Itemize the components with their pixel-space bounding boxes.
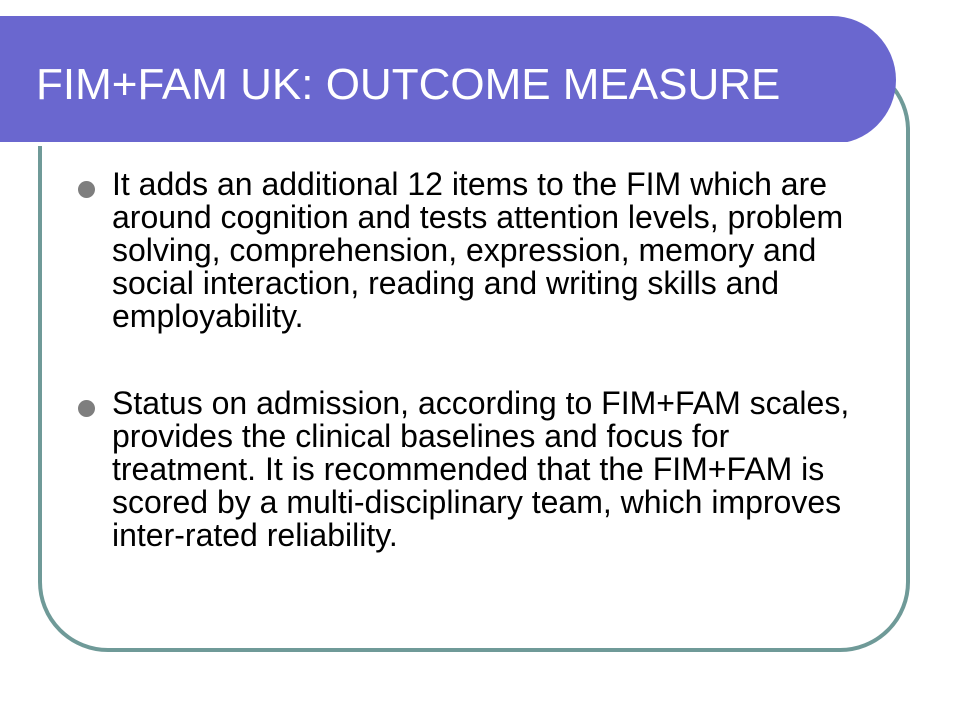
bullet-list: [76, 168, 876, 606]
bullet-dot-icon: [78, 400, 95, 417]
bullet-item: [76, 387, 876, 552]
bullet-dot-icon: [78, 181, 95, 198]
title-underline: [0, 142, 848, 146]
bullet-item: [76, 168, 876, 333]
bullet-text: Status on admission, according to FIM+FAM scales, provides the clinical baselines and focus for treatment. It is recommended that the FIM+FAM is scored by a multi-disciplinary team, which improves inter-rated reliability.: [112, 385, 850, 553]
bullet-text: It adds an additional 12 items to the FIM which are around cognition and tests attention levels, problem solving, comprehension, expression, memory and social interaction, reading and writing skills and employability.: [112, 166, 844, 334]
slide-title: FIM+FAM UK: OUTCOME MEASURE: [36, 60, 781, 109]
title-bar: [0, 16, 896, 144]
